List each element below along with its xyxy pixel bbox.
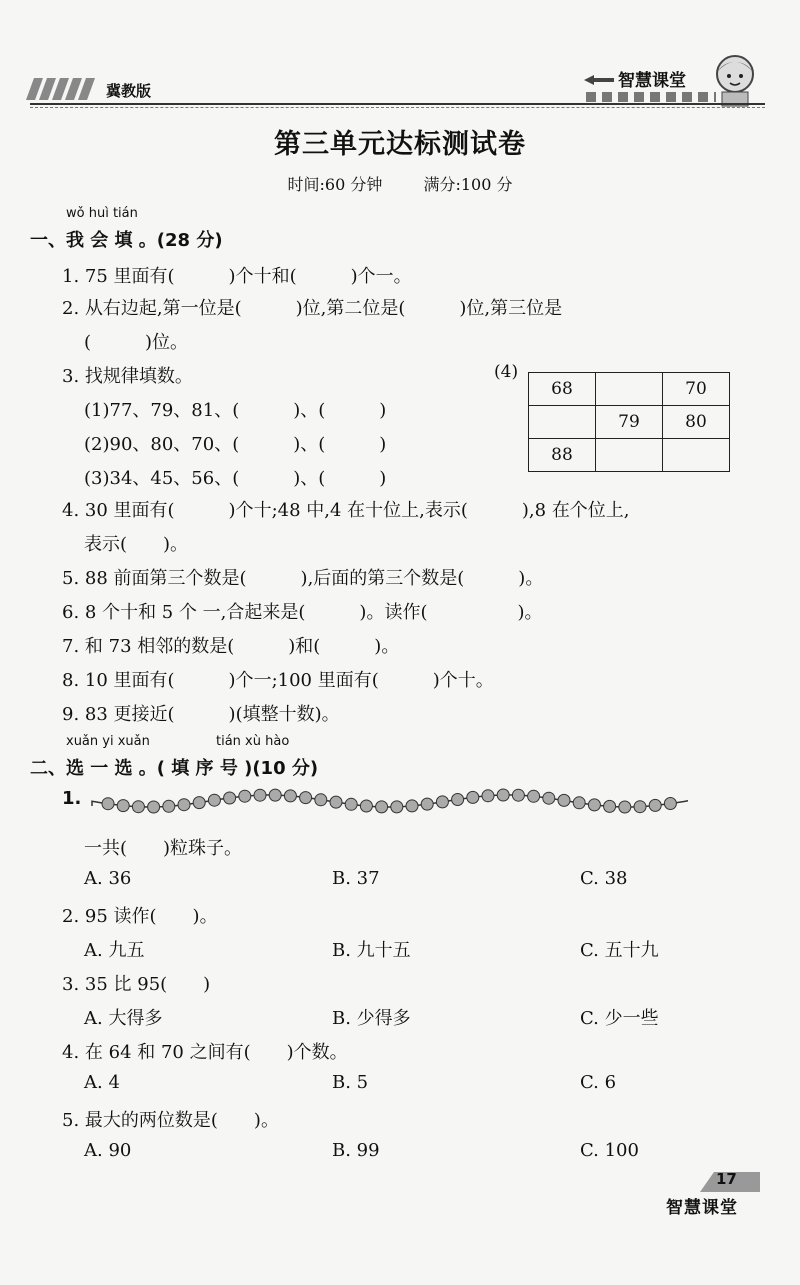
bead — [543, 792, 555, 804]
q2-4-option-b[interactable]: B. 5 — [332, 1072, 369, 1093]
grid-label: (4) — [494, 362, 519, 382]
bead — [148, 801, 160, 813]
q1-3-3: (3)34、45、56、( )、( ) — [84, 468, 387, 489]
brand-dots-decoration — [586, 92, 716, 102]
q1-2: 2. 从右边起,第一位是( )位,第二位是( )位,第三位是 — [62, 298, 563, 319]
section1-pinyin: wǒ huì tián — [66, 206, 138, 221]
bead — [178, 799, 190, 811]
bead — [315, 794, 327, 806]
header-stripes-decoration — [30, 78, 100, 100]
bead — [467, 791, 479, 803]
bead — [512, 789, 524, 801]
q2-3-text: 3. 35 比 95( ) — [62, 974, 211, 995]
bead — [284, 790, 296, 802]
q1-4: 4. 30 里面有( )个十;48 中,4 在十位上,表示( ),8 在个位上, — [62, 500, 630, 521]
bead — [604, 800, 616, 812]
bead — [588, 799, 600, 811]
footer-brand: 智慧课堂 — [666, 1198, 738, 1218]
q2-5-option-a[interactable]: A. 90 — [84, 1140, 132, 1161]
q2-1-option-c[interactable]: C. 38 — [580, 868, 628, 889]
bead — [239, 790, 251, 802]
q1-6: 6. 8 个十和 5 个 一,合起来是( )。读作( )。 — [62, 602, 543, 623]
grid-cell[interactable] — [596, 439, 663, 472]
bead — [330, 796, 342, 808]
bead — [482, 790, 494, 802]
bead-string-image — [90, 782, 702, 820]
number-grid — [528, 372, 730, 472]
bead — [345, 798, 357, 810]
q2-4-option-c[interactable]: C. 6 — [580, 1072, 617, 1093]
page-title: 第三单元达标测试卷 — [274, 129, 526, 160]
bead — [193, 797, 205, 809]
q1-8: 8. 10 里面有( )个一;100 里面有( )个十。 — [62, 670, 494, 691]
mascot-girl-icon — [706, 50, 764, 108]
q2-2-option-c[interactable]: C. 五十九 — [580, 940, 659, 961]
section2-pinyin-2: tián xù hào — [216, 734, 290, 749]
section1-heading: 一、我 会 填 。(28 分) — [30, 230, 223, 251]
q1-3: 3. 找规律填数。 — [62, 366, 193, 387]
q1-5: 5. 88 前面第三个数是( ),后面的第三个数是( )。 — [62, 568, 544, 589]
bead — [224, 792, 236, 804]
q1-3-2: (2)90、80、70、( )、( ) — [84, 434, 387, 455]
bead — [269, 789, 281, 801]
exam-info — [0, 172, 800, 195]
q2-1-option-b[interactable]: B. 37 — [332, 868, 380, 889]
grid-cell[interactable] — [596, 373, 663, 406]
bead — [300, 792, 312, 804]
time-label: 时间:60 分钟 — [287, 175, 383, 194]
q2-4-option-a[interactable]: A. 4 — [84, 1072, 120, 1093]
header-rule-dashed — [30, 107, 765, 108]
grid-cell: 70 — [663, 373, 730, 406]
bead — [421, 798, 433, 810]
bead — [132, 801, 144, 813]
bead — [360, 800, 372, 812]
q1-2-cont: ( )位。 — [84, 332, 189, 353]
bead — [208, 794, 220, 806]
bead — [254, 789, 266, 801]
grid-cell: 80 — [663, 406, 730, 439]
grid-cell: 79 — [596, 406, 663, 439]
q1-1: 1. 75 里面有( )个十和( )个一。 — [62, 266, 412, 287]
section2-pinyin-1: xuǎn yi xuǎn — [66, 734, 150, 749]
q1-7: 7. 和 73 相邻的数是( )和( )。 — [62, 636, 400, 657]
bead — [664, 798, 676, 810]
grid-cell[interactable] — [529, 406, 596, 439]
grid-cell: 68 — [529, 373, 596, 406]
bead — [619, 801, 631, 813]
grid-cell[interactable] — [663, 439, 730, 472]
q2-2-option-a[interactable]: A. 九五 — [84, 940, 145, 961]
q2-3-option-a[interactable]: A. 大得多 — [84, 1008, 163, 1029]
q2-1-text: 一共( )粒珠子。 — [84, 838, 243, 859]
q1-4-cont: 表示( )。 — [84, 534, 189, 555]
bead — [391, 801, 403, 813]
bead — [406, 800, 418, 812]
q2-5-option-b[interactable]: B. 99 — [332, 1140, 380, 1161]
bead — [102, 798, 114, 810]
grid-cell: 88 — [529, 439, 596, 472]
q2-3-option-c[interactable]: C. 少一些 — [580, 1008, 659, 1029]
q2-1-option-a[interactable]: A. 36 — [84, 868, 132, 889]
bead — [558, 794, 570, 806]
section2-heading: 二、选 一 选 。( 填 序 号 )(10 分) — [30, 758, 319, 779]
brand-title: 智慧课堂 — [618, 71, 686, 91]
score-label: 满分:100 分 — [423, 175, 513, 194]
q2-1-number: 1. — [62, 788, 82, 809]
q2-5-option-c[interactable]: C. 100 — [580, 1140, 639, 1161]
bead — [436, 796, 448, 808]
bead — [452, 794, 464, 806]
bead — [163, 800, 175, 812]
bead — [634, 801, 646, 813]
arrow-left-icon — [584, 74, 614, 86]
bead — [376, 801, 388, 813]
bead — [528, 790, 540, 802]
q2-2-option-b[interactable]: B. 九十五 — [332, 940, 411, 961]
q1-9: 9. 83 更接近( )(填整十数)。 — [62, 704, 340, 725]
header-rule — [30, 103, 765, 105]
q2-4-text: 4. 在 64 和 70 之间有( )个数。 — [62, 1042, 348, 1063]
q2-5-text: 5. 最大的两位数是( )。 — [62, 1110, 279, 1131]
bead — [117, 800, 129, 812]
bead — [573, 797, 585, 809]
bead — [649, 799, 661, 811]
q1-3-1: (1)77、79、81、( )、( ) — [84, 400, 387, 421]
q2-3-option-b[interactable]: B. 少得多 — [332, 1008, 411, 1029]
page-number: 17 — [716, 1170, 737, 1188]
q2-2-text: 2. 95 读作( )。 — [62, 906, 218, 927]
edition-label: 冀教版 — [106, 82, 152, 100]
bead — [497, 789, 509, 801]
